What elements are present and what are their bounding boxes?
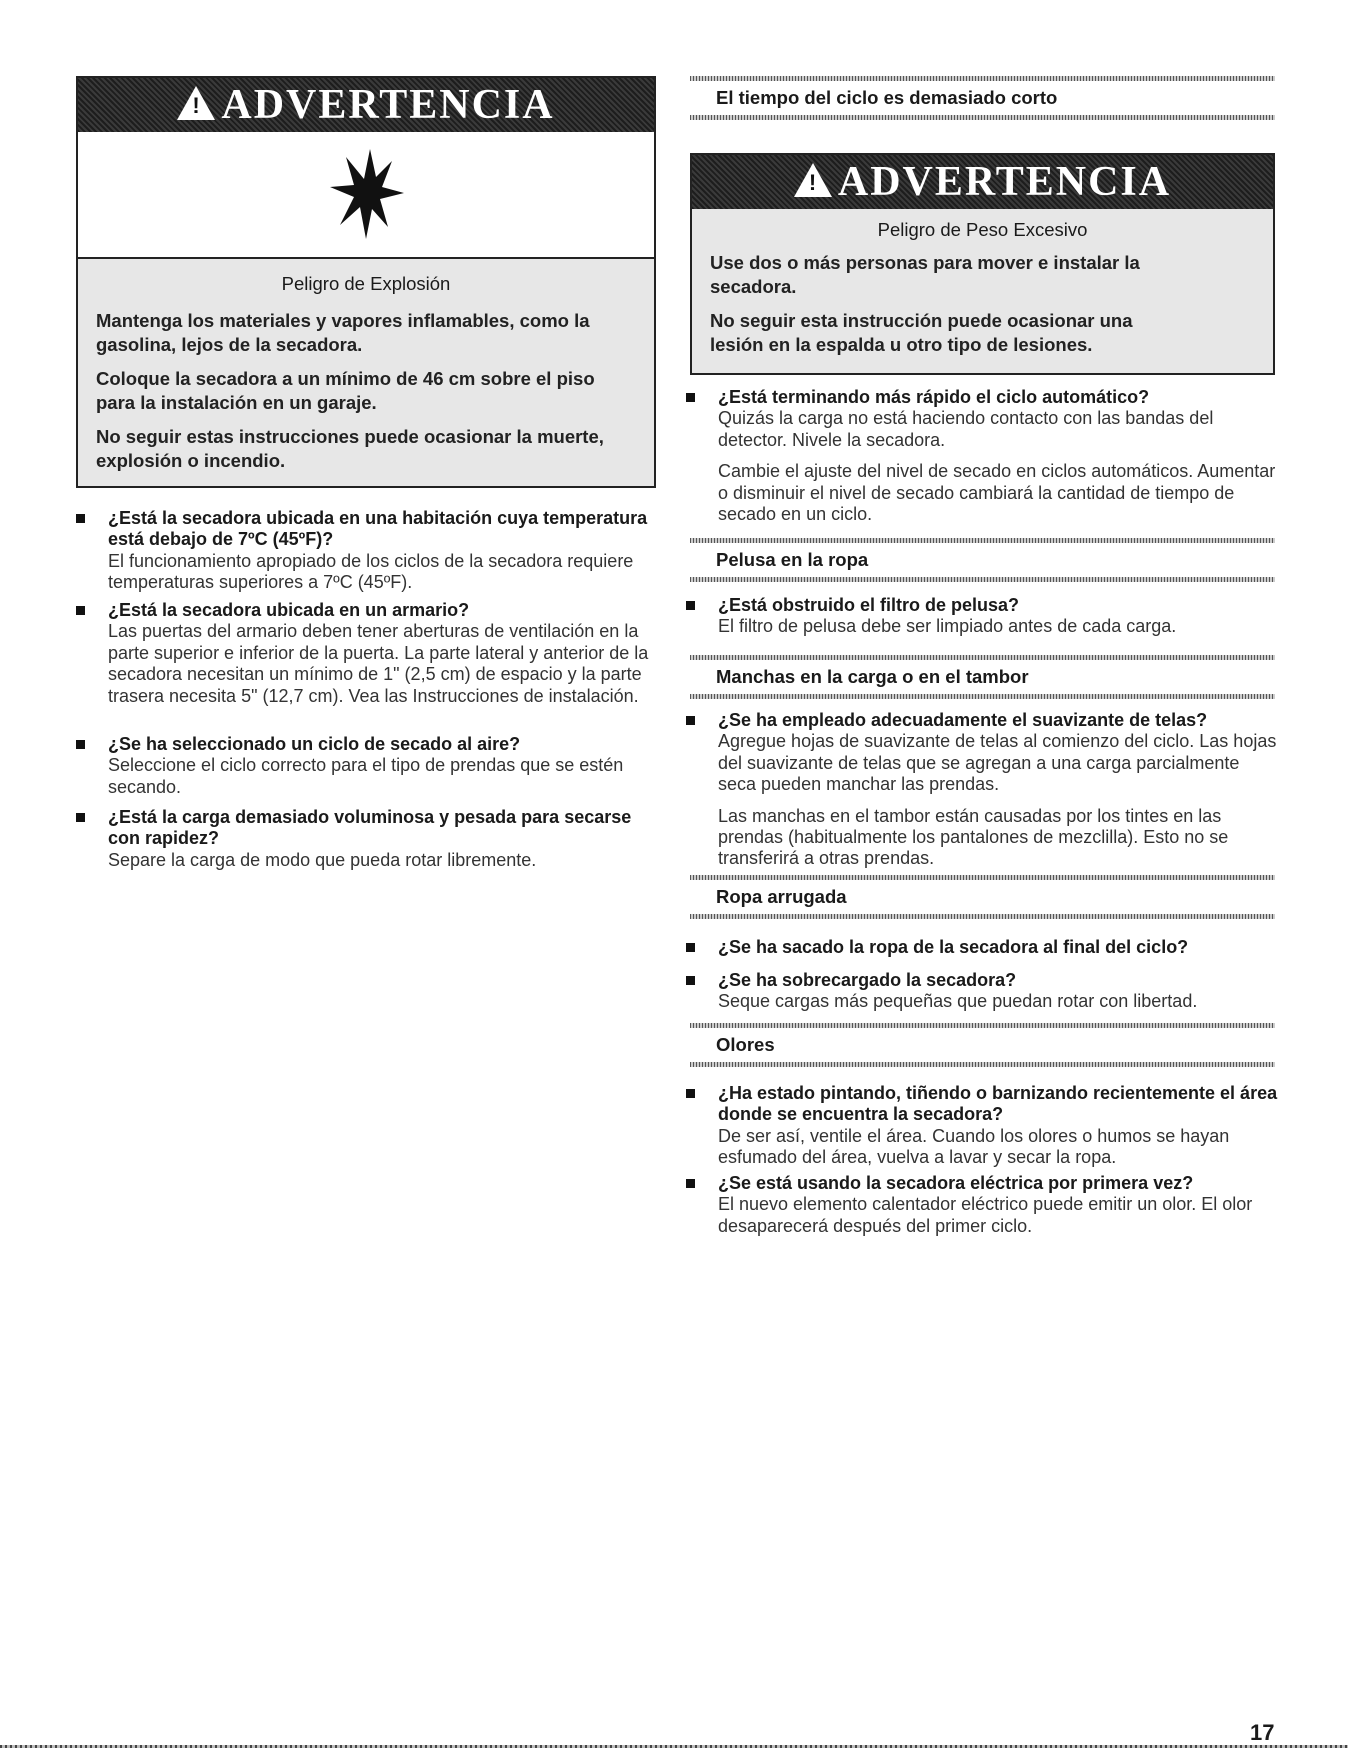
bullet-icon: [686, 1179, 695, 1188]
bullet-icon: [686, 1089, 695, 1098]
question: ¿Se está usando la secadora eléctrica por primera vez?: [718, 1173, 1194, 1193]
question: ¿Se ha empleado adecuadamente el suavizante de telas?: [718, 710, 1208, 730]
section-heading: [690, 875, 1275, 919]
list-item: [108, 807, 658, 871]
section-title: Olores: [716, 1034, 775, 1055]
question: ¿Está la secadora ubicada en un armario?: [108, 600, 470, 620]
list-item: [108, 508, 658, 594]
list-item: [718, 710, 1278, 870]
answer: Seque cargas más pequeñas que puedan rotar con libertad.: [718, 991, 1198, 1012]
section-rule: [690, 577, 1275, 582]
list-item: [108, 734, 658, 798]
answer: De ser así, ventile el área. Cuando los olores o humos se hayan esfumado del área, vuelva a lavar y secar la ropa.: [718, 1125, 1230, 1168]
warning-banner-text: ADVERTENCIA: [837, 159, 1172, 205]
list-item: [108, 600, 658, 707]
answer-extra: Las manchas en el tambor están causadas por los tintes en las prendas (habitualmente los pantalones de mezclilla). Esto no se transferirá a otras prendas.: [718, 805, 1229, 869]
question: ¿Se ha sacado la ropa de la secadora al final del ciclo?: [718, 937, 1189, 957]
answer-extra: Cambie el ajuste del nivel de secado en ciclos automáticos. Aumentar o disminuir el nivel de secado cambiará la cantidad de tiempo de secado en un ciclo.: [718, 461, 1276, 525]
warning-banner: [78, 78, 654, 132]
question: ¿Se ha sobrecargado la secadora?: [718, 970, 1017, 990]
answer: El funcionamiento apropiado de los ciclos de la secadora requiere temperaturas superiores a 7ºC (45ºF).: [108, 550, 634, 593]
question: ¿Está la secadora ubicada en una habitación cuya temperatura está debajo de 7ºC (45ºF)?: [108, 508, 648, 550]
question: ¿Está terminando más rápido el ciclo automático?: [718, 387, 1150, 407]
warning-title: Peligro de Explosión: [281, 273, 451, 294]
section-heading: [690, 655, 1275, 699]
explosion-icon-area: [78, 132, 654, 259]
answer: Agregue hojas de suavizante de telas al comienzo del ciclo. Las hojas del suavizante de telas que se agregan a una carga parcialmente seca pueden manchar las prendas.: [718, 731, 1277, 795]
warning-text-1: Mantenga los materiales y vapores inflamables, como la gasolina, lejos de la secadora.: [96, 310, 590, 356]
warning-text-1: Use dos o más personas para mover e instalar la secadora.: [710, 252, 1140, 298]
answer: Las puertas del armario deben tener aberturas de ventilación en la parte superior e inferior de la puerta. La parte lateral y anterior de la secadora necesitan un mínimo de 1" (2,5 cm) de espacio y la parte trasera necesita 5" (12,7 cm). Vea las Instrucciones de instalación.: [108, 621, 649, 706]
answer: Seleccione el ciclo correcto para el tipo de prendas que se estén secando.: [108, 755, 624, 797]
answer: El nuevo elemento calentador eléctrico puede emitir un olor. El olor desaparecerá después del primer ciclo.: [718, 1194, 1253, 1236]
warning-title: Peligro de Peso Excesivo: [877, 219, 1088, 240]
section-heading: [690, 538, 1275, 582]
bullet-icon: [686, 976, 695, 985]
explosion-warning-box: [76, 76, 656, 488]
list-item: [718, 970, 1278, 1013]
bullet-icon: [686, 943, 695, 952]
section-heading: [690, 1023, 1275, 1067]
warning-text-2: Coloque la secadora a un mínimo de 46 cm sobre el piso para la instalación en un garaje.: [96, 368, 595, 414]
warning-triangle-icon: [177, 86, 215, 120]
answer: Separe la carga de modo que pueda rotar libremente.: [108, 849, 537, 870]
bullet-icon: [686, 716, 695, 725]
section-rule: [690, 1062, 1275, 1067]
section-title: El tiempo del ciclo es demasiado corto: [716, 87, 1058, 108]
question: ¿Está obstruido el filtro de pelusa?: [718, 595, 1020, 615]
question: ¿Ha estado pintando, tiñendo o barnizando recientemente el área donde se encuentra la secadora?: [718, 1083, 1278, 1125]
section-title: Ropa arrugada: [716, 886, 847, 907]
bullet-icon: [686, 601, 695, 610]
section-title: Manchas en la carga o en el tambor: [716, 666, 1029, 687]
warning-text-2: No seguir esta instrucción puede ocasionar una lesión en la espalda u otro tipo de lesiones.: [710, 310, 1133, 356]
section-rule: [690, 115, 1275, 120]
warning-text-3: No seguir estas instrucciones puede ocasionar la muerte, explosión o incendio.: [96, 426, 604, 472]
list-item: [718, 595, 1278, 638]
bullet-icon: [686, 393, 695, 402]
question: ¿Se ha seleccionado un ciclo de secado al aire?: [108, 734, 521, 754]
answer: Quizás la carga no está haciendo contacto con las bandas del detector. Nivele la secadora.: [718, 408, 1214, 450]
bottom-rule: [0, 1745, 1348, 1748]
bullet-icon: [76, 606, 85, 615]
section-rule: [690, 914, 1275, 919]
list-item: [718, 1173, 1278, 1237]
list-item: [718, 937, 1278, 958]
bullet-icon: [76, 813, 85, 822]
weight-warning-box: [690, 153, 1275, 375]
bullet-icon: [76, 514, 85, 523]
bullet-icon: [76, 740, 85, 749]
warning-triangle-icon: [794, 163, 832, 197]
list-item: [718, 1083, 1278, 1169]
page-number: 17: [1250, 1720, 1275, 1745]
section-heading: [690, 76, 1275, 120]
list-item: [718, 387, 1278, 525]
warning-banner: [692, 155, 1273, 209]
section-title: Pelusa en la ropa: [716, 549, 869, 570]
question: ¿Está la carga demasiado voluminosa y pesada para secarse con rapidez?: [108, 807, 632, 849]
explosion-icon: [326, 147, 406, 242]
section-rule: [690, 694, 1275, 699]
warning-banner-text: ADVERTENCIA: [221, 82, 555, 128]
answer: El filtro de pelusa debe ser limpiado antes de cada carga.: [718, 616, 1177, 637]
